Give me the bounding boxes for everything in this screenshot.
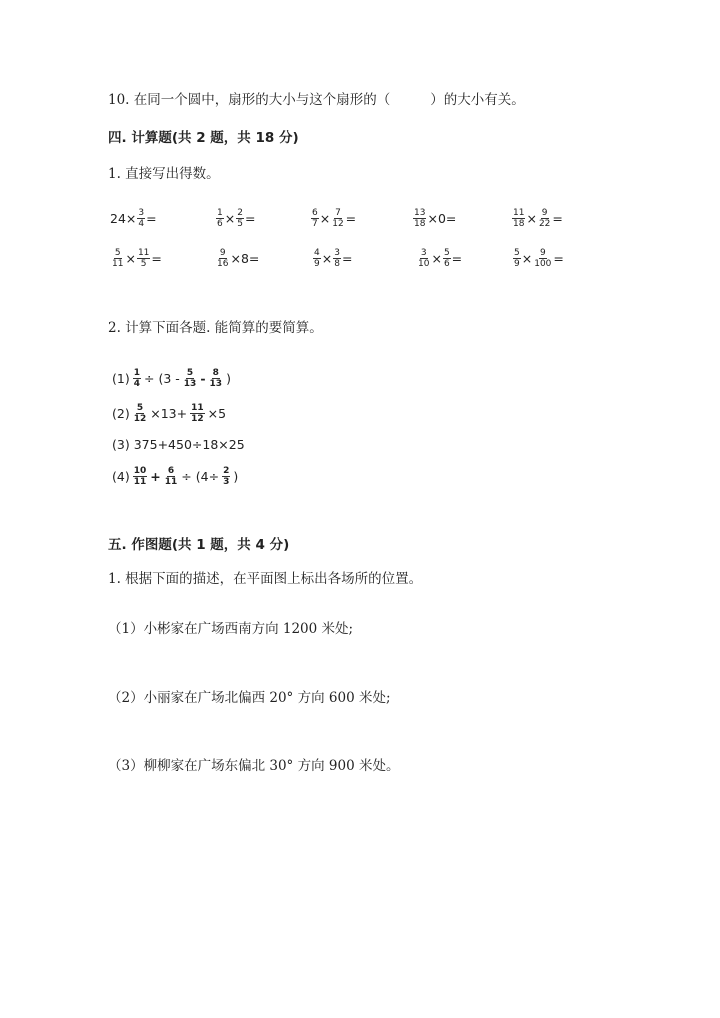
calc-item-4 <box>110 466 240 487</box>
item-label: (2) <box>112 406 130 421</box>
section-4-title: 四. 计算题(共 2 题，共 18 分) <box>108 130 299 146</box>
divide-sign: ÷ <box>181 469 192 484</box>
operand: 24 <box>110 211 126 226</box>
fraction: $\frac{1}{4}$ <box>133 368 140 389</box>
fraction: $\frac{7}{12}$ <box>332 208 344 229</box>
direct-r1-c3 <box>310 208 356 229</box>
fraction: $\frac{8}{13}$ <box>209 368 223 389</box>
drawing-item-3: （3）柳柳家在广场东偏北 30° 方向 900 米处。 <box>108 758 400 774</box>
equals-sign: = <box>244 211 256 226</box>
open-paren: (3 - <box>158 371 180 386</box>
equals-sign: = <box>451 251 463 266</box>
times-sign: × <box>427 211 438 226</box>
close-paren: ) <box>226 371 231 386</box>
fraction: $\frac{6}{11}$ <box>164 466 178 487</box>
plus-sign: + <box>150 469 161 484</box>
fraction: $\frac{5}{11}$ <box>112 248 124 269</box>
equals-sign: = <box>248 251 260 266</box>
fraction: $\frac{2}{5}$ <box>237 208 243 229</box>
direct-r2-c4 <box>416 248 462 269</box>
problem-1-title: 1. 直接写出得数。 <box>108 166 220 182</box>
drawing-item-2: （2）小丽家在广场北偏西 20° 方向 600 米处; <box>108 690 391 706</box>
equals-sign: = <box>445 211 457 226</box>
times-sign: × <box>125 251 136 266</box>
direct-r1-c2 <box>215 208 255 229</box>
times-sign: × <box>319 211 331 226</box>
fraction: $\frac{5}{6}$ <box>443 248 450 269</box>
direct-r1-c4 <box>412 208 456 229</box>
times-sign: × <box>431 251 442 266</box>
fraction: $\frac{1}{6}$ <box>217 208 223 229</box>
fraction: $\frac{5}{12}$ <box>133 403 147 424</box>
direct-r1-c5 <box>511 208 563 229</box>
item-label: (1) <box>112 371 130 386</box>
times-sign: × <box>224 211 236 226</box>
direct-r1-c1 <box>110 208 157 229</box>
equals-sign: = <box>146 211 157 226</box>
fraction: $\frac{9}{22}$ <box>538 208 551 229</box>
drawing-item-1: （1）小彬家在广场西南方向 1200 米处; <box>108 621 354 637</box>
direct-r2-c1 <box>110 248 162 269</box>
calc-item-2 <box>110 403 228 424</box>
calc-item-3 <box>110 437 247 452</box>
fraction: $\frac{3}{4}$ <box>138 208 145 229</box>
fraction: $\frac{10}{11}$ <box>133 466 147 487</box>
problem-2-title: 2. 计算下面各题. 能简算的要简算。 <box>108 320 323 336</box>
question-10 <box>108 88 525 108</box>
fraction: $\frac{9}{100}$ <box>534 248 552 269</box>
question-10-text: 10. 在同一个圆中，扇形的大小与这个扇形的（ <box>108 92 391 108</box>
direct-r2-c2 <box>215 248 259 269</box>
fraction: $\frac{5}{9}$ <box>514 248 520 269</box>
fraction: $\frac{2}{3}$ <box>223 466 230 487</box>
direct-r2-c5 <box>512 248 564 269</box>
minus-sign: - <box>200 371 206 386</box>
operand: 8 <box>240 251 249 266</box>
fraction: $\frac{13}{18}$ <box>414 208 426 229</box>
fraction: $\frac{11}{12}$ <box>191 403 204 424</box>
fraction: $\frac{11}{5}$ <box>137 248 150 269</box>
times-sign: × <box>125 211 137 226</box>
equals-sign: = <box>553 251 564 266</box>
fraction: $\frac{3}{8}$ <box>334 248 340 269</box>
operand: 0 <box>437 211 446 226</box>
expression-part: ×13+ <box>150 406 188 421</box>
close-paren: ) <box>233 469 239 484</box>
times-sign: × <box>321 251 333 266</box>
section-5-title: 五. 作图题(共 1 题，共 4 分) <box>108 537 290 553</box>
fraction: $\frac{4}{9}$ <box>314 248 320 269</box>
fraction: $\frac{5}{13}$ <box>183 368 197 389</box>
times-sign: × <box>230 251 241 266</box>
equals-sign: = <box>552 211 563 226</box>
item-label: (4) <box>112 469 130 484</box>
drawing-problem-1: 1. 根据下面的描述，在平面图上标出各场所的位置。 <box>108 571 423 587</box>
open-paren: (4÷ <box>195 469 220 484</box>
item-label: (3) <box>112 437 130 452</box>
times-sign: × <box>526 211 537 226</box>
fraction: $\frac{3}{10}$ <box>418 248 430 269</box>
calc-item-1 <box>110 368 233 389</box>
times-sign: × <box>521 251 533 266</box>
expression-part: ×5 <box>207 406 227 421</box>
fraction: $\frac{11}{18}$ <box>513 208 525 229</box>
fraction: $\frac{9}{16}$ <box>217 248 229 269</box>
divide-sign: ÷ <box>143 371 155 386</box>
direct-r2-c3 <box>312 248 352 269</box>
question-10-tail: ）的大小有关。 <box>430 92 525 108</box>
equals-sign: = <box>345 211 357 226</box>
fraction: $\frac{6}{7}$ <box>312 208 318 229</box>
equals-sign: = <box>341 251 353 266</box>
equals-sign: = <box>151 251 162 266</box>
expression: 375+450÷18×25 <box>133 437 245 452</box>
